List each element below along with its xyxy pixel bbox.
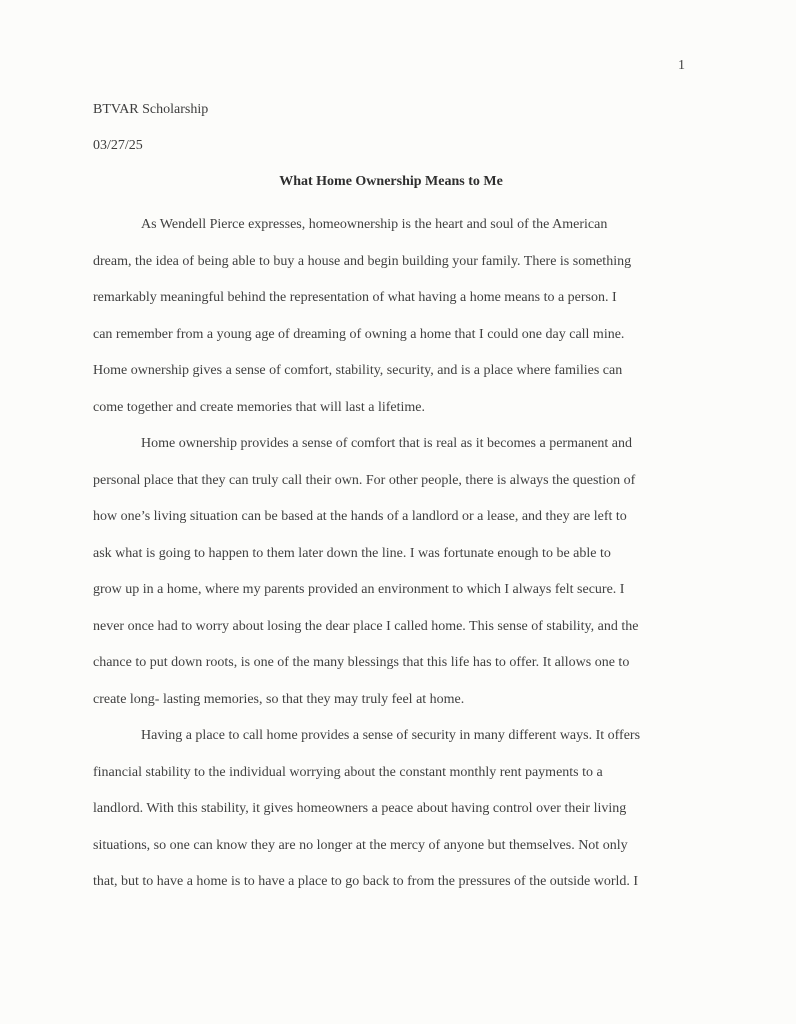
paragraph — [93, 207, 689, 426]
essay-title: What Home Ownership Means to Me — [279, 174, 503, 189]
text-line: never once had to worry about losing the dear place I called home. This sense of stability, and the — [93, 618, 639, 634]
text-line: situations, so one can know they are no longer at the mercy of anyone but themselves. Not only — [93, 837, 628, 853]
text-line: dream, the idea of being able to buy a house and begin building your family. There is something — [93, 253, 632, 269]
text-line: Having a place to call home provides a sense of security in many different ways. It offers — [141, 728, 641, 743]
date-line: 03/27/25 — [93, 138, 143, 153]
text-line: remarkably meaningful behind the representation of what having a home means to a person. I — [93, 290, 617, 305]
text-line: how one’s living situation can be based at the hands of a landlord or a lease, and they are left to — [93, 509, 627, 524]
text-line: personal place that they can truly call their own. For other people, there is always the question of — [93, 472, 636, 488]
text-line: can remember from a young age of dreaming of owning a home that I could one day call mine. — [93, 326, 625, 342]
text-line: grow up in a home, where my parents provided an environment to which I always felt secure. I — [93, 582, 625, 597]
text-line: Home ownership provides a sense of comfort that is real as it becomes a permanent and — [141, 436, 633, 451]
page-number: 1 — [678, 58, 685, 73]
text-line: chance to put down roots, is one of the many blessings that this life has to offer. It allows one to — [93, 655, 630, 670]
text-line: landlord. With this stability, it gives homeowners a peace about having control over their living — [93, 801, 627, 816]
organization-line: BTVAR Scholarship — [93, 102, 209, 117]
text-line: create long- lasting memories, so that they may truly feel at home. — [93, 691, 465, 707]
paragraph — [93, 718, 689, 901]
text-line: Home ownership gives a sense of comfort, stability, security, and is a place where families can — [93, 363, 623, 378]
text-line: financial stability to the individual worrying about the constant monthly rent payments to a — [93, 764, 603, 780]
paragraph — [93, 426, 689, 718]
text-line: come together and create memories that will last a lifetime. — [93, 399, 425, 415]
text-line: that, but to have a home is to have a place to go back to from the pressures of the outside world. I — [93, 874, 639, 889]
text-line: ask what is going to happen to them later down the line. I was fortunate enough to be able to — [93, 545, 611, 561]
essay-body — [93, 207, 689, 901]
text-line: As Wendell Pierce expresses, homeownership is the heart and soul of the American — [141, 217, 608, 232]
